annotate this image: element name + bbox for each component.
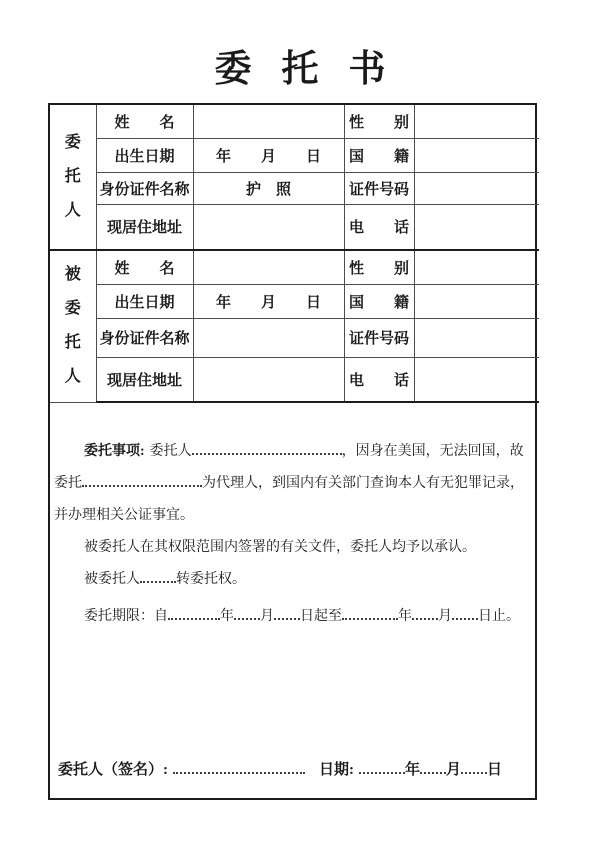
table-row — [50, 138, 539, 172]
blank-start-day[interactable] — [274, 608, 300, 620]
terms-text: 委托人 — [149, 444, 192, 459]
field-input-name[interactable] — [193, 105, 344, 138]
field-label-birthdate: 出生日期 — [96, 284, 193, 318]
field-input-address[interactable] — [193, 204, 344, 250]
terms-text: 被委托人在其权限范围内签署的有关文件，委托人均予以承认。 — [84, 540, 476, 555]
field-value-id-type: 护 照 — [193, 172, 344, 204]
table-row — [50, 284, 539, 318]
terms-line-4 — [54, 532, 531, 564]
terms-text: 被委托人 — [84, 572, 140, 587]
applicant-info-table — [50, 105, 539, 403]
field-input-birthdate[interactable]: 年 月 日 — [193, 284, 344, 318]
field-label-address: 现居住地址 — [96, 357, 193, 402]
blank-end-day[interactable] — [452, 608, 478, 620]
terms-section — [50, 403, 535, 789]
field-label-id-number: 证件号码 — [344, 172, 414, 204]
terms-text: 并办理相关公证事宜。 — [54, 508, 194, 523]
table-row — [50, 357, 539, 402]
poa-form-box — [48, 103, 537, 800]
terms-line-1 — [54, 436, 531, 468]
field-label-gender: 性 别 — [344, 105, 414, 138]
terms-text: ，因身在美国，无法回国，故 — [341, 444, 524, 459]
field-input-phone[interactable] — [414, 357, 539, 402]
date-label: 日期: — [319, 762, 354, 778]
field-label-nationality: 国 籍 — [344, 138, 414, 172]
table-row — [50, 204, 539, 250]
terms-line-3 — [54, 500, 531, 532]
terms-text: 月 — [438, 609, 452, 624]
terms-text: 委托期限：自 — [84, 609, 168, 624]
field-input-nationality[interactable] — [414, 138, 539, 172]
field-input-phone[interactable] — [414, 204, 539, 250]
terms-text: 委托 — [54, 476, 82, 491]
field-label-id-number: 证件号码 — [344, 318, 414, 357]
date-day-label: 日 — [487, 762, 503, 778]
terms-text: 为代理人，到国内有关部门查询本人有无犯罪记录， — [202, 476, 524, 491]
field-input-id-number[interactable] — [414, 172, 539, 204]
field-input-id-type[interactable] — [193, 318, 344, 357]
date-year-label: 年 — [405, 762, 421, 778]
field-input-birthdate[interactable]: 年 月 日 — [193, 138, 344, 172]
blank-start-month[interactable] — [234, 608, 260, 620]
field-input-name[interactable] — [193, 250, 344, 284]
blank-end-year[interactable] — [342, 608, 398, 620]
blank-date-year[interactable] — [359, 761, 405, 774]
blank-signature[interactable] — [173, 761, 305, 774]
signature-row — [58, 758, 529, 782]
terms-heading: 委托事项: — [84, 444, 145, 459]
field-label-id-type: 身份证件名称 — [96, 172, 193, 204]
field-label-phone: 电 话 — [344, 357, 414, 402]
blank-end-month[interactable] — [412, 608, 438, 620]
field-label-id-type: 身份证件名称 — [96, 318, 193, 357]
blank-date-day[interactable] — [461, 761, 487, 774]
field-input-address[interactable] — [193, 357, 344, 402]
table-row — [50, 318, 539, 357]
field-input-id-number[interactable] — [414, 318, 539, 357]
terms-text: 日止。 — [478, 609, 520, 624]
date-month-label: 月 — [446, 762, 462, 778]
blank-sub-delegation[interactable] — [140, 571, 176, 583]
terms-text: 月 — [260, 609, 274, 624]
field-label-gender: 性 别 — [344, 250, 414, 284]
field-label-name: 姓 名 — [96, 250, 193, 284]
terms-text: 年 — [220, 609, 234, 624]
terms-text: 转委托权。 — [176, 572, 246, 587]
field-input-nationality[interactable] — [414, 284, 539, 318]
terms-line-2 — [54, 468, 531, 500]
section-header-agent: 被委托人 — [50, 250, 96, 402]
terms-text: 年 — [398, 609, 412, 624]
blank-date-month[interactable] — [420, 761, 446, 774]
table-row — [50, 172, 539, 204]
field-input-gender[interactable] — [414, 250, 539, 284]
blank-principal-name[interactable] — [192, 443, 342, 455]
field-label-birthdate: 出生日期 — [96, 138, 193, 172]
field-label-phone: 电 话 — [344, 204, 414, 250]
blank-agent-name[interactable] — [82, 475, 202, 487]
table-row — [50, 250, 539, 284]
terms-line-5 — [54, 564, 531, 596]
field-label-nationality: 国 籍 — [344, 284, 414, 318]
section-agent — [50, 250, 539, 402]
field-label-address: 现居住地址 — [96, 204, 193, 250]
page-title: 委托书 — [214, 49, 416, 90]
signature-label: 委托人（签名）: — [58, 762, 168, 778]
blank-start-year[interactable] — [168, 608, 220, 620]
section-principal — [50, 105, 539, 250]
field-input-gender[interactable] — [414, 105, 539, 138]
field-label-name: 姓 名 — [96, 105, 193, 138]
terms-text: 日起至 — [300, 609, 342, 624]
table-row — [50, 105, 539, 138]
terms-line-period — [54, 601, 531, 633]
section-header-principal: 委托人 — [50, 105, 96, 250]
